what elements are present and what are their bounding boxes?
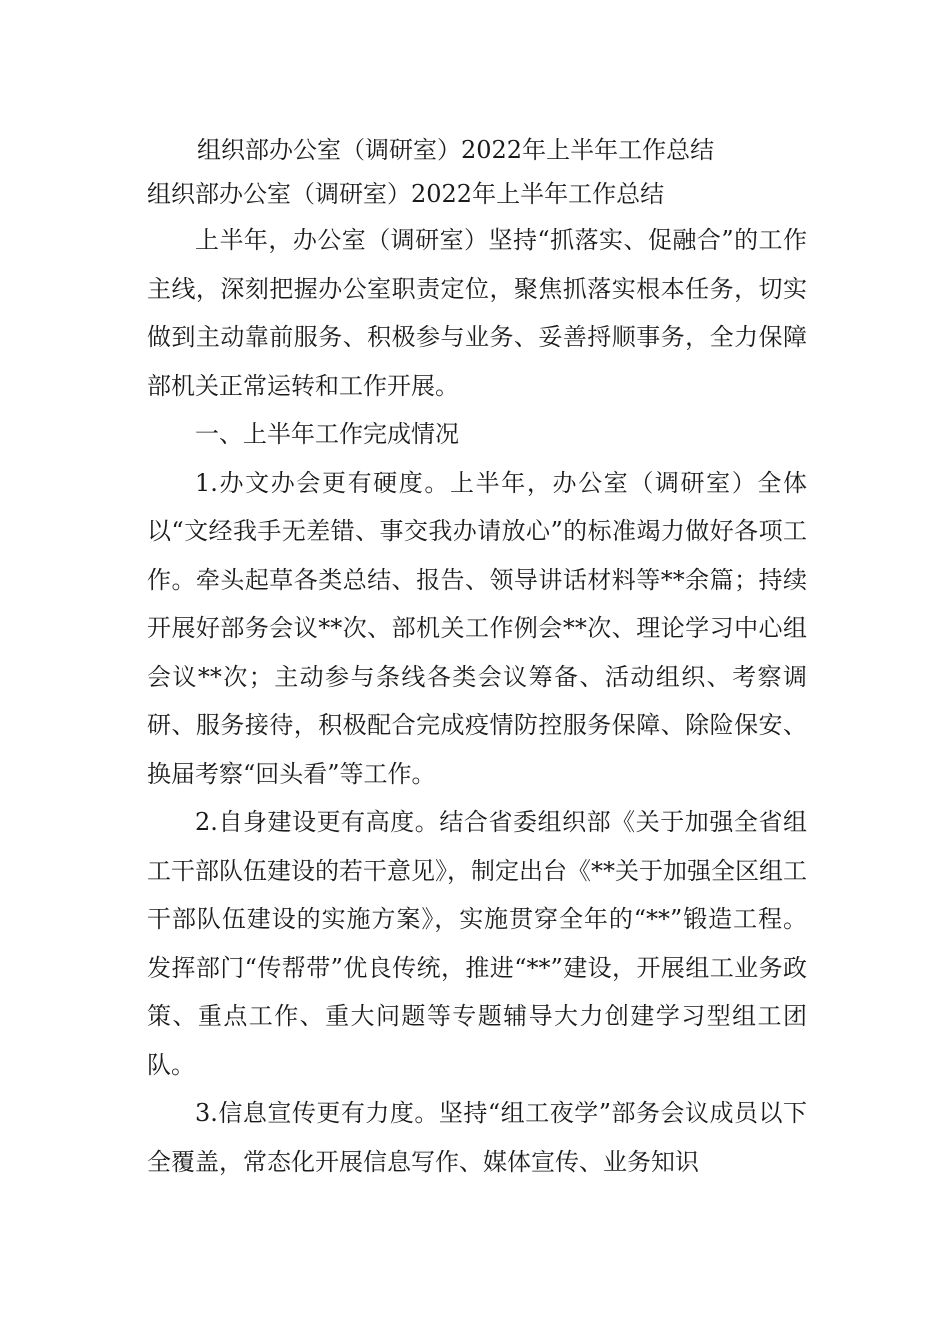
section-heading-1: 一、上半年工作完成情况 bbox=[195, 420, 459, 448]
document-title-secondary: 组织部办公室（调研室）2022年上半年工作总结 bbox=[147, 180, 665, 208]
intro-paragraph: 上半年，办公室（调研室）坚持“抓落实、促融合”的工作主线，深刻把握办公室职责定位，聚焦抓落实根本任务，切实做到主动靠前服务、积极参与业务、妥善捋顺事务，全力保障部机关正常运转和工作开展。 bbox=[147, 226, 807, 400]
item-paragraph-1: 1.办文办会更有硬度。上半年，办公室（调研室）全体以“文经我手无差错、事交我办请放心”的标准竭力做好各项工作。牵头起草各类总结、报告、领导讲话材料等**余篇；持续开展好部务会议**次、部机关工作例会**次、理论学习中心组会议**次；主动参与条线各类会议筹备、活动组织、考察调研、服务接待，积极配合完成疫情防控服务保障、除险保安、换届考察“回头看”等工作。 bbox=[147, 468, 807, 788]
document-title-primary: 组织部办公室（调研室）2022年上半年工作总结 bbox=[197, 136, 715, 164]
item-paragraph-2: 2.自身建设更有高度。结合省委组织部《关于加强全省组工干部队伍建设的若干意见》，制定出台《**关于加强全区组工干部队伍建设的实施方案》，实施贯穿全年的“**”锻造工程。发挥部门“传帮带”优良传统，推进“**”建设，开展组工业务政策、重点工作、重大问题等专题辅导大力创建学习型组工团队。 bbox=[147, 808, 807, 1079]
item-paragraph-3: 3.信息宣传更有力度。坚持“组工夜学”部务会议成员以下全覆盖，常态化开展信息写作、媒体宣传、业务知识 bbox=[147, 1099, 807, 1176]
document-body bbox=[147, 128, 807, 1186]
